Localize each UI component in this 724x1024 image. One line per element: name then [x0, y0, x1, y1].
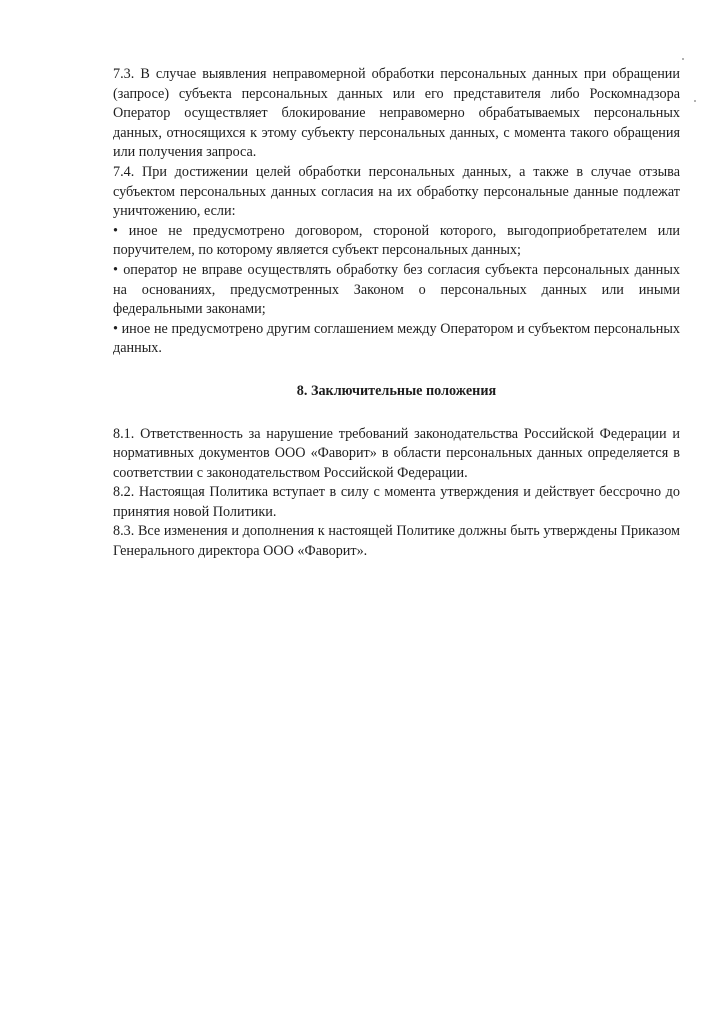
scan-speck — [694, 100, 696, 102]
scan-speck — [682, 58, 684, 60]
paragraph-8-2: 8.2. Настоящая Политика вступает в силу с момента утверждения и действует бессрочно до принятия новой Политики. — [113, 484, 680, 520]
section-heading: 8. Заключительные положения — [296, 382, 497, 399]
paragraph-7-3: 7.3. В случае выявления неправомерной обработки персональных данных при обращении (запросе) субъекта персональных данных или его представителя либо Роскомнадзора Оператор осуществляет блокирование неправомерно обрабатываемых персональных данных, относящихся к этому субъекту персональных данных, с момента такого обращения или получения запроса. — [113, 66, 680, 161]
document-body — [113, 65, 680, 562]
bullet-item: • иное не предусмотрено договором, стороной которого, выгодоприобретателем или поручителем, по которому является субъект персональных данных; — [113, 222, 680, 259]
paragraph-7-4: 7.4. При достижении целей обработки персональных данных, а также в случае отзыва субъектом персональных данных согласия на их обработку персональные данные подлежат уничтожению, если: — [113, 163, 680, 220]
paragraph-8-1: 8.1. Ответственность за нарушение требований законодательства Российской Федерации и нормативных документов ООО «Фаворит» в области персональных данных определяется в соответствии с законодательством Российской Федерации. — [113, 425, 680, 481]
bullet-item: • иное не предусмотрено другим соглашением между Оператором и субъектом персональных данных. — [113, 320, 680, 357]
paragraph-8-3: 8.3. Все изменения и дополнения к настоящей Политике должны быть утверждены Приказом Генерального директора ООО «Фаворит». — [113, 523, 680, 560]
bullet-item: • оператор не вправе осуществлять обработку без согласия субъекта персональных данных на основаниях, предусмотренных Законом о персональных данных или иными федеральными законами; — [113, 261, 680, 318]
